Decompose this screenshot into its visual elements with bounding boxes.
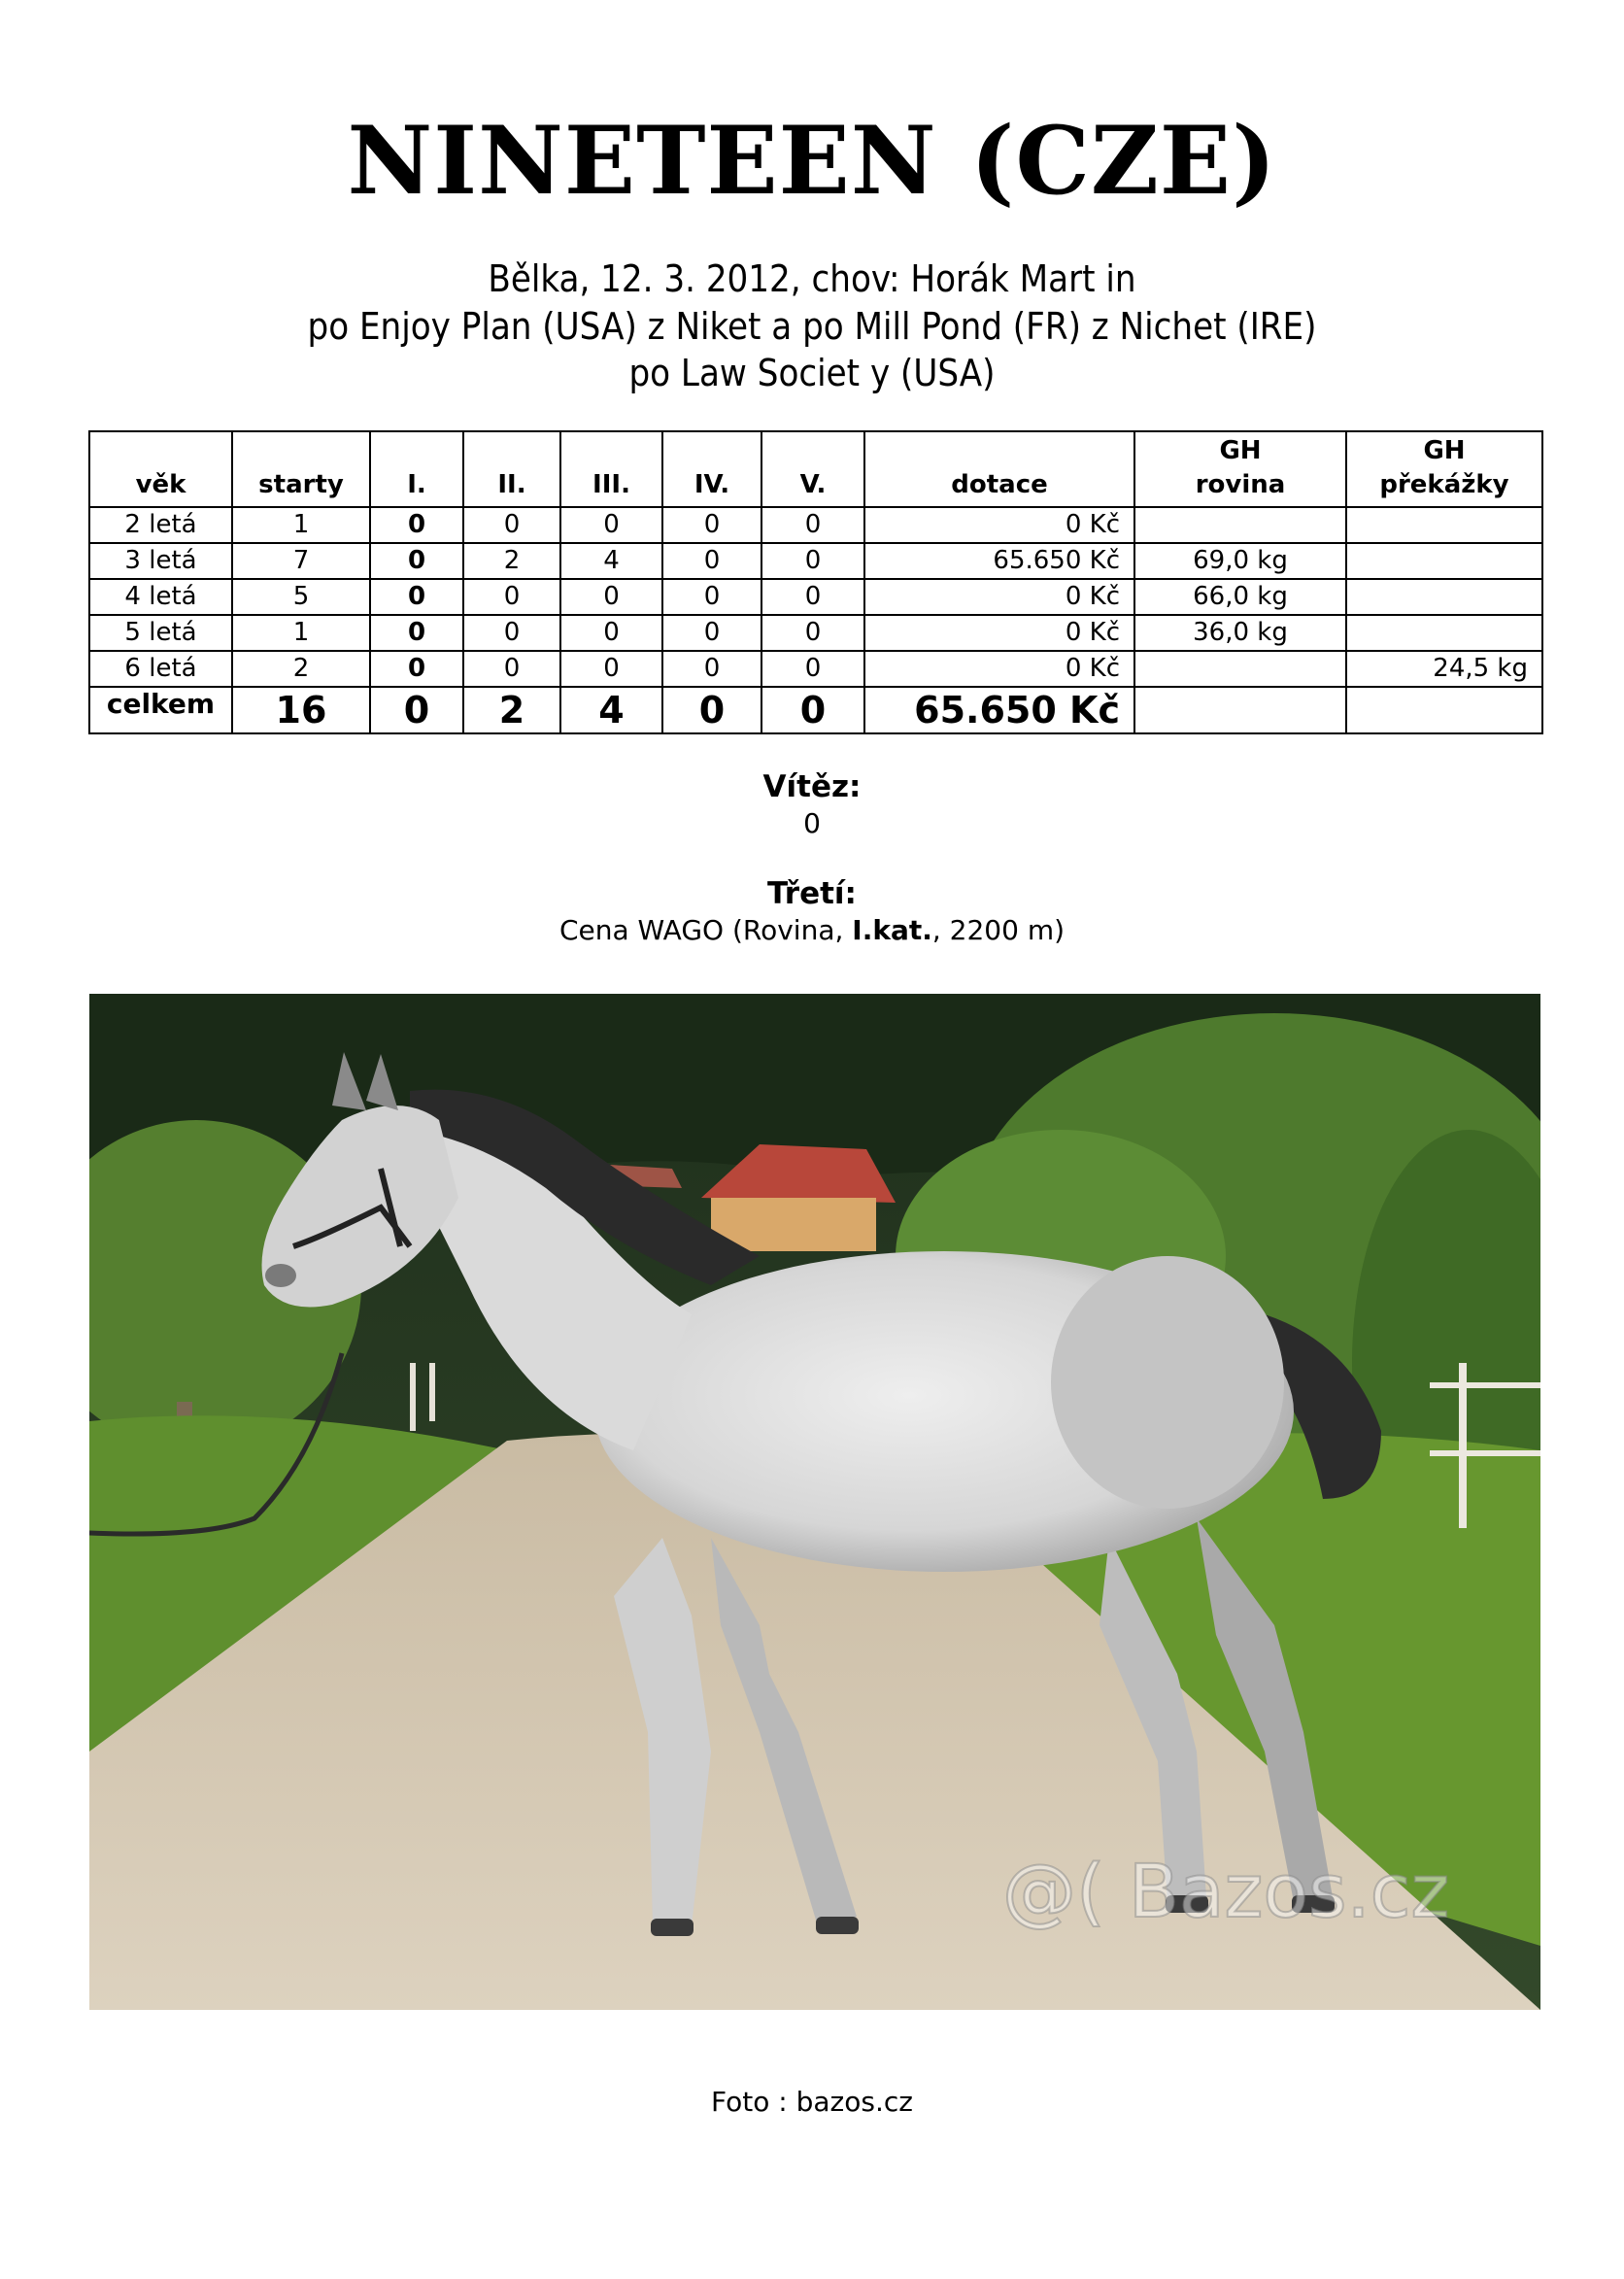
cell-second: 0	[463, 651, 560, 687]
cell-dotace: 0 Kč	[864, 615, 1134, 651]
horse-name-title: NINETEEN (CZE)	[347, 106, 1277, 216]
cell-starty: 2	[232, 651, 370, 687]
cell-first: 0	[370, 579, 463, 615]
cell-fourth: 0	[662, 651, 761, 687]
cell-gh-rovina: 69,0 kg	[1134, 543, 1346, 579]
cell-vek: 3 letá	[89, 543, 232, 579]
cell-total-second: 2	[463, 687, 560, 733]
header-gh-rovina-line2: rovina	[1195, 470, 1286, 499]
table-row	[89, 579, 1542, 615]
third-race-prefix: Cena WAGO (Rovina,	[558, 914, 853, 946]
cell-vek: 6 letá	[89, 651, 232, 687]
cell-starty: 5	[232, 579, 370, 615]
cell-fifth: 0	[761, 651, 864, 687]
cell-fourth: 0	[662, 615, 761, 651]
header-gh-prekazky-line2: překážky	[1379, 470, 1509, 499]
cell-fifth: 0	[761, 507, 864, 543]
cell-total-fifth: 0	[761, 687, 864, 733]
cell-total-dotace: 65.650 Kč	[864, 687, 1134, 733]
header-dotace: dotace	[864, 431, 1134, 507]
cell-third: 4	[560, 543, 662, 579]
cell-second: 0	[463, 615, 560, 651]
cell-second: 0	[463, 507, 560, 543]
cell-gh-prekazky	[1346, 579, 1542, 615]
cell-first: 0	[370, 507, 463, 543]
third-race-category: I.kat.	[852, 914, 932, 946]
cell-dotace: 0 Kč	[864, 651, 1134, 687]
cell-fifth: 0	[761, 543, 864, 579]
cell-second: 2	[463, 543, 560, 579]
cell-total-fourth: 0	[662, 687, 761, 733]
cell-total-third: 4	[560, 687, 662, 733]
header-second: II.	[463, 431, 560, 507]
cell-vek: 2 letá	[89, 507, 232, 543]
cell-vek: 5 letá	[89, 615, 232, 651]
subtitle-line-birth: Bělka, 12. 3. 2012, chov: Horák Mart in	[488, 257, 1136, 300]
cell-fifth: 0	[761, 615, 864, 651]
cell-fourth: 0	[662, 543, 761, 579]
cell-total-starty: 16	[232, 687, 370, 733]
table-row	[89, 651, 1542, 687]
header-third: III.	[560, 431, 662, 507]
cell-starty: 7	[232, 543, 370, 579]
header-gh-rovina-line1: GH	[1219, 436, 1262, 465]
winner-heading: Vítěz:	[762, 769, 862, 804]
cell-gh-rovina: 36,0 kg	[1134, 615, 1346, 651]
cell-fourth: 0	[662, 507, 761, 543]
cell-gh-rovina	[1134, 651, 1346, 687]
horse-photo	[89, 994, 1540, 2010]
header-first: I.	[370, 431, 463, 507]
cell-total-first: 0	[370, 687, 463, 733]
cell-third: 0	[560, 579, 662, 615]
cell-first: 0	[370, 543, 463, 579]
winner-value: 0	[803, 807, 821, 839]
cell-third: 0	[560, 615, 662, 651]
race-statistics-table	[88, 430, 1543, 734]
third-heading: Třetí:	[767, 876, 857, 911]
cell-total-label: celkem	[89, 687, 232, 733]
cell-starty: 1	[232, 615, 370, 651]
third-race-suffix: , 2200 m)	[931, 914, 1066, 946]
cell-first: 0	[370, 615, 463, 651]
cell-second: 0	[463, 579, 560, 615]
cell-starty: 1	[232, 507, 370, 543]
photo-watermark: @( Bazos.cz	[1002, 1848, 1450, 1934]
subtitle-line-pedigree-2: po Law Societ y (USA)	[628, 352, 996, 394]
cell-dotace: 0 Kč	[864, 579, 1134, 615]
table-row	[89, 507, 1542, 543]
cell-gh-prekazky	[1346, 507, 1542, 543]
header-fourth: IV.	[662, 431, 761, 507]
cell-gh-prekazky	[1346, 543, 1542, 579]
header-starty: starty	[232, 431, 370, 507]
table-header-row	[89, 431, 1542, 507]
subtitle-line-pedigree: po Enjoy Plan (USA) z Niket a po Mill Pond (FR) z Nichet (IRE)	[307, 305, 1317, 348]
cell-third: 0	[560, 507, 662, 543]
header-fifth: V.	[761, 431, 864, 507]
cell-fifth: 0	[761, 579, 864, 615]
third-race	[0, 913, 1624, 948]
cell-third: 0	[560, 651, 662, 687]
header-gh-prekazky	[1346, 431, 1542, 507]
table-total-row	[89, 687, 1542, 733]
cell-vek: 4 letá	[89, 579, 232, 615]
cell-gh-rovina	[1134, 507, 1346, 543]
cell-total-gh-rovina	[1134, 687, 1346, 733]
cell-dotace: 65.650 Kč	[864, 543, 1134, 579]
table-row	[89, 543, 1542, 579]
cell-total-gh-prekazky	[1346, 687, 1542, 733]
cell-dotace: 0 Kč	[864, 507, 1134, 543]
cell-fourth: 0	[662, 579, 761, 615]
header-gh-rovina	[1134, 431, 1346, 507]
cell-gh-prekazky	[1346, 615, 1542, 651]
cell-gh-prekazky: 24,5 kg	[1346, 651, 1542, 687]
table-row	[89, 615, 1542, 651]
photo-caption: Foto : bazos.cz	[711, 2086, 913, 2118]
cell-gh-rovina: 66,0 kg	[1134, 579, 1346, 615]
cell-first: 0	[370, 651, 463, 687]
header-vek: věk	[89, 431, 232, 507]
header-gh-prekazky-line1: GH	[1423, 436, 1466, 465]
